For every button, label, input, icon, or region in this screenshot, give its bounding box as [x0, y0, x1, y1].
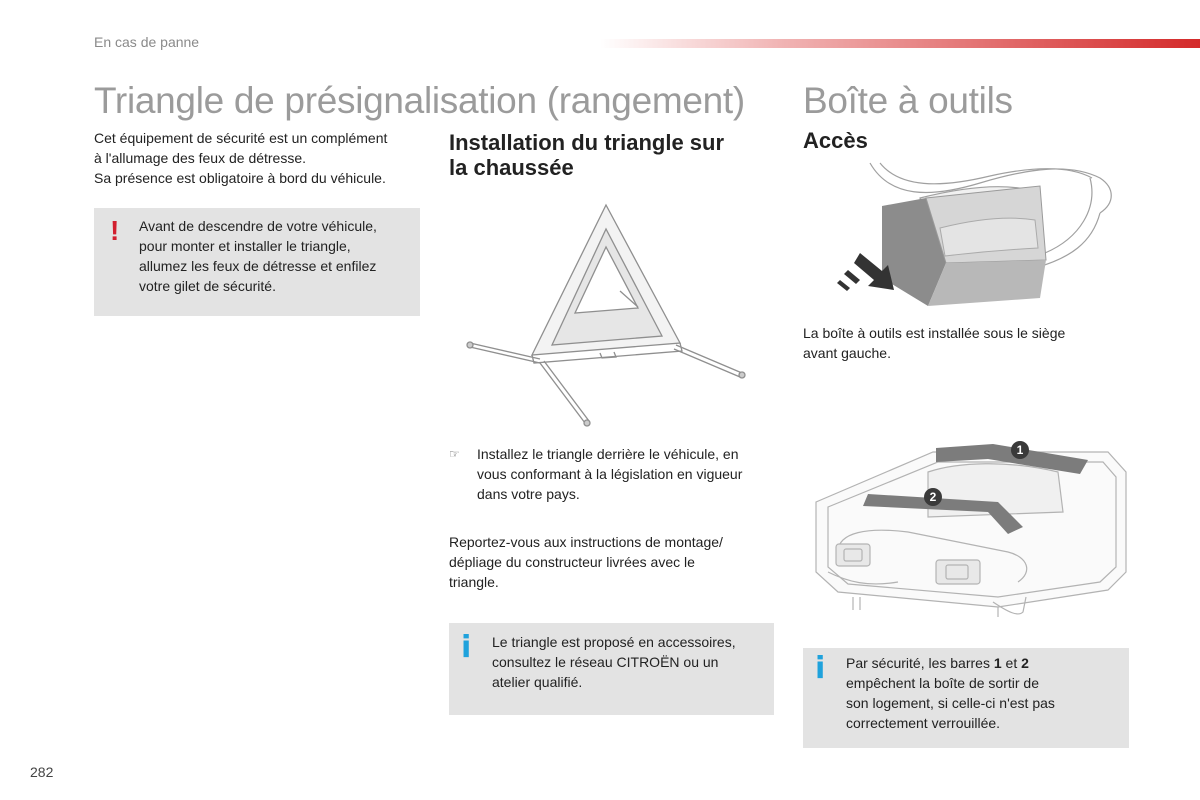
intro-line: à l'allumage des feux de détresse.: [94, 150, 307, 166]
bar-2-ref: 2: [1021, 655, 1029, 671]
bar-1-ref: 1: [993, 655, 1002, 671]
toolbox-title: Boîte à outils: [803, 80, 1013, 121]
info-line: [846, 653, 1126, 673]
warning-triangle-illustration: [460, 195, 750, 435]
intro-line: Sa présence est obligatoire à bord du véhicule.: [94, 170, 386, 186]
info-line: consultez le réseau CITROËN ou un: [492, 654, 719, 670]
toolbox-bars-illustration: [808, 432, 1138, 617]
reference-paragraph: [449, 532, 779, 592]
install-instruction: [449, 444, 779, 504]
callout-2: 2: [929, 490, 937, 504]
info-line: son logement, si celle-ci n'est pas: [846, 695, 1055, 711]
paragraph-line: dépliage du constructeur livrées avec le: [449, 554, 695, 570]
warning-icon: !: [110, 215, 120, 246]
info-text-segment: Par sécurité, les barres: [846, 655, 994, 671]
installation-subtitle: [449, 130, 779, 180]
warning-box: [94, 208, 420, 316]
warning-text: [139, 216, 414, 296]
pointing-hand-icon: ☞: [449, 447, 460, 461]
info-line: correctement verrouillée.: [846, 715, 1001, 731]
page-title: Triangle de présignalisation (rangement): [94, 80, 745, 121]
instruction-line: dans votre pays.: [477, 486, 580, 502]
subtitle-line: la chaussée: [449, 155, 574, 180]
paragraph-line: Reportez-vous aux instructions de montage/: [449, 534, 723, 550]
info-line: Le triangle est proposé en accessoires,: [492, 634, 736, 650]
seat-toolbox-illustration: [830, 158, 1120, 308]
header-accent-bar: [600, 39, 1200, 48]
page-number: 282: [30, 764, 54, 780]
warning-line: allumez les feux de détresse et enfilez: [139, 258, 377, 274]
section-header: En cas de panne: [94, 34, 200, 50]
info-text-segment: et: [1001, 655, 1022, 671]
info-box-accessories: [449, 623, 774, 715]
info-text: [846, 653, 1126, 733]
access-subtitle: Accès: [803, 128, 868, 153]
info-icon: i: [815, 651, 826, 686]
paragraph-line: triangle.: [449, 574, 499, 590]
info-box-bars: [803, 648, 1129, 748]
warning-line: Avant de descendre de votre véhicule,: [139, 218, 377, 234]
info-line: atelier qualifié.: [492, 674, 583, 690]
info-line: empêchent la boîte de sortir de: [846, 675, 1040, 691]
info-text: [492, 632, 772, 692]
instruction-line: Installez le triangle derrière le véhicule, en: [477, 446, 739, 462]
info-icon: i: [461, 630, 472, 665]
subtitle-line: Installation du triangle sur: [449, 130, 725, 155]
caption-line: avant gauche.: [803, 345, 891, 361]
instruction-line: vous conformant à la législation en vigueur: [477, 466, 743, 482]
intro-line: Cet équipement de sécurité est un complément: [94, 130, 388, 146]
caption-line: La boîte à outils est installée sous le siège: [803, 325, 1066, 341]
toolbox-caption: [803, 323, 1133, 363]
warning-line: votre gilet de sécurité.: [139, 278, 276, 294]
warning-line: pour monter et installer le triangle,: [139, 238, 351, 254]
callout-1: 1: [1016, 443, 1024, 457]
intro-paragraph: [94, 128, 434, 188]
